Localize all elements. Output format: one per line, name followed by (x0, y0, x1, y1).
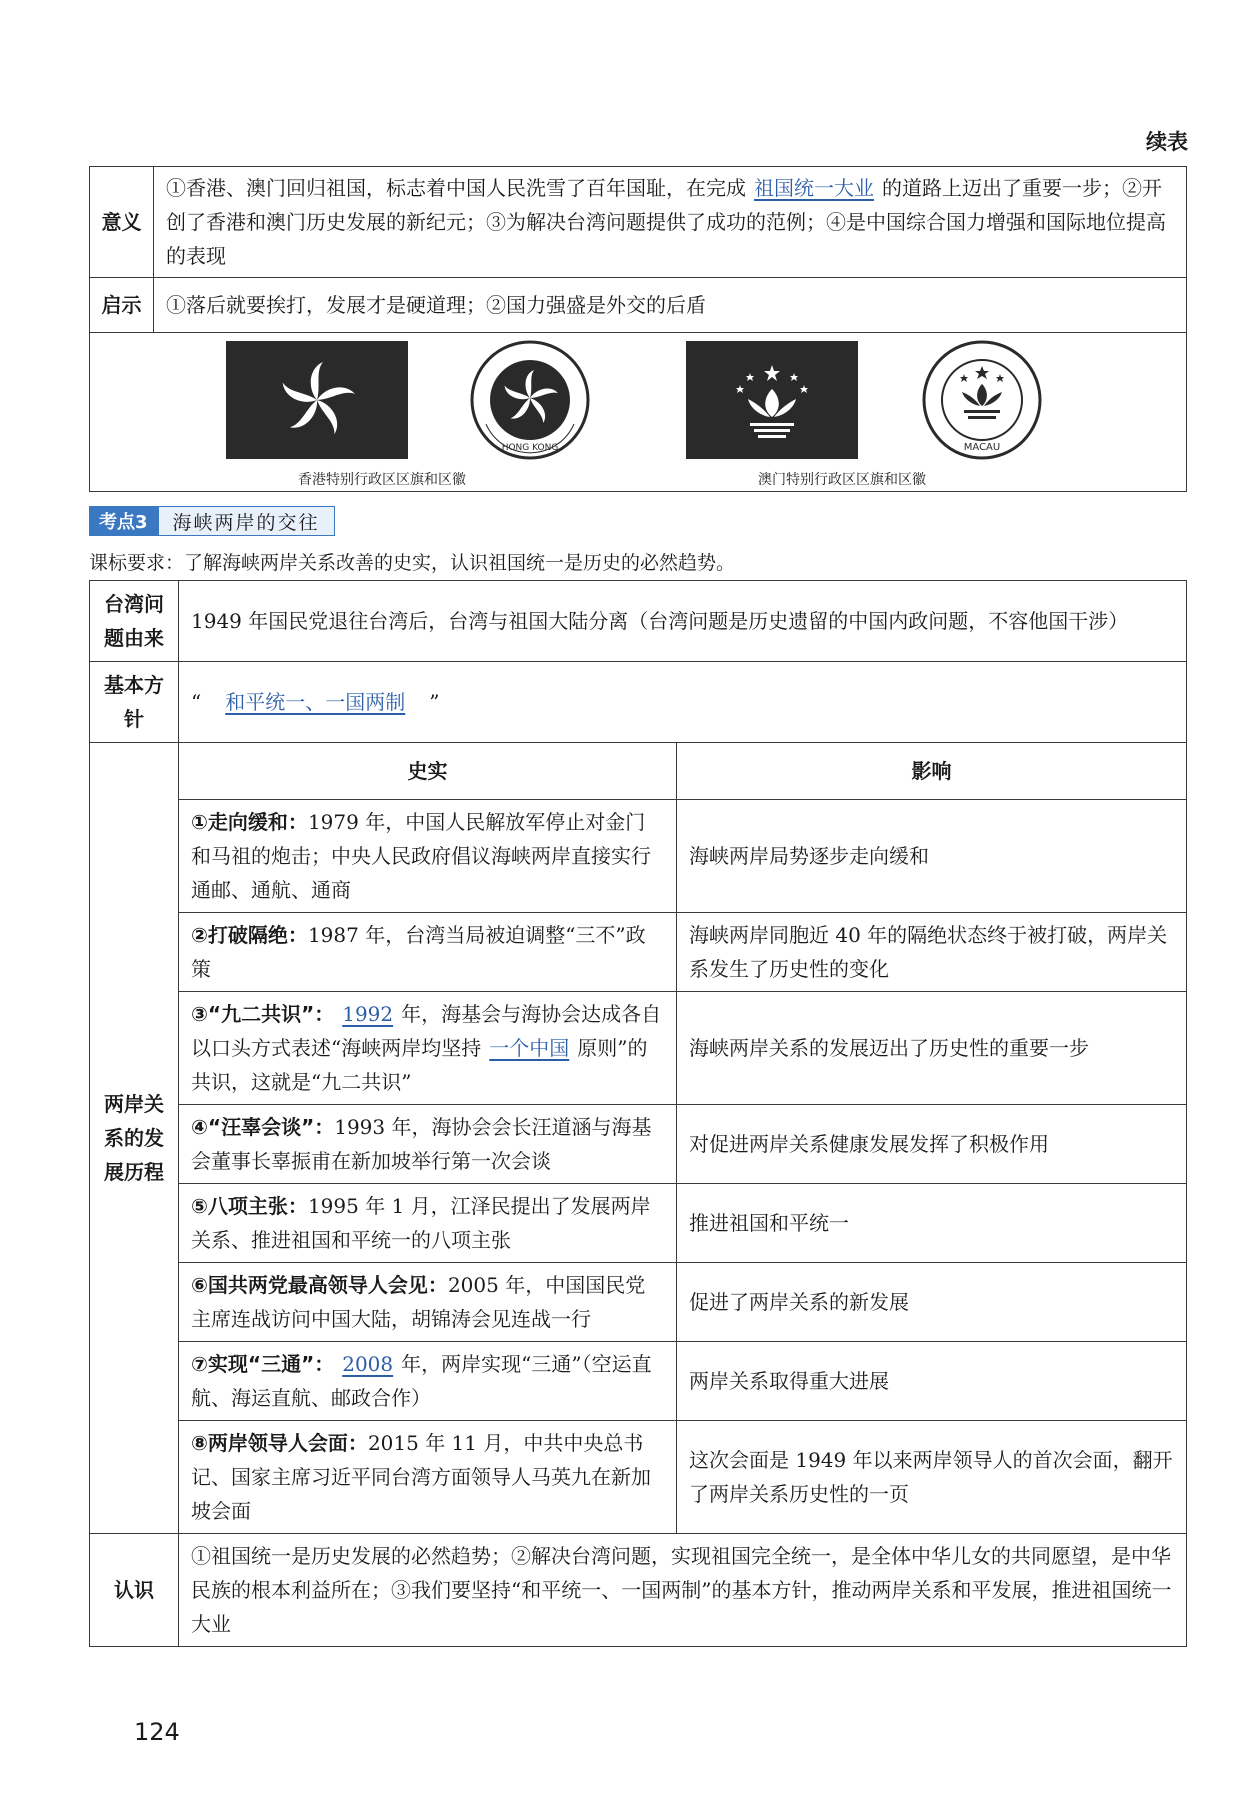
history-fact-2 (179, 913, 677, 992)
significance-text-before: ①香港、澳门回归祖国，标志着中国人民洗雪了百年国耻，在完成 (166, 176, 746, 200)
history-fact-title-7: ⑦实现“三通”： (191, 1352, 335, 1376)
macau-flag-icon (686, 341, 858, 459)
history-fact-title-1: ①走向缓和： (191, 810, 308, 834)
history-row-4 (90, 1105, 1187, 1184)
history-fact-title-2: ②打破隔绝： (191, 923, 308, 947)
history-row-1 (90, 800, 1187, 913)
section-title: 海峡两岸的交往 (158, 506, 335, 536)
history-fact-text-6: 2005 年，中国国民党主席连战访问中国大陆，胡锦涛会见连战一行 (191, 1273, 646, 1331)
history-row-5 (90, 1184, 1187, 1263)
history-impact-4: 对促进两岸关系健康发展发挥了积极作用 (677, 1105, 1187, 1184)
history-fact-4 (179, 1105, 677, 1184)
policy-blank-answer: 和平统一、一国两制 (225, 690, 406, 714)
significance-text (154, 167, 1187, 278)
hong-kong-emblem-text: HONG KONG (501, 443, 559, 453)
history-fact-title-6: ⑥国共两党最高领导人会见： (191, 1273, 448, 1297)
understanding-label: 认识 (90, 1534, 179, 1647)
history-fact-title-8: ⑧两岸领导人会面： (191, 1431, 368, 1455)
column-header-fact: 史实 (179, 743, 677, 800)
column-header-impact: 影响 (677, 743, 1187, 800)
history-fact-text-1: 1979 年，中国人民解放军停止对金门和马祖的炮击；中央人民政府倡议海峡两岸直接实行通邮、通航、通商 (191, 810, 651, 902)
history-fact-text-5: 1995 年 1 月，江泽民提出了发展两岸关系、推进祖国和平统一的八项主张 (191, 1194, 651, 1252)
inspiration-label: 启示 (90, 278, 154, 333)
macau-emblem-text: MACAU (963, 442, 1001, 453)
history-fact-text-3a: 年，海基会与海协会达成各自以口头方式表述“海峡两岸均坚持 (191, 1002, 662, 1060)
history-fact-8 (179, 1421, 677, 1534)
history-impact-6: 促进了两岸关系的新发展 (677, 1263, 1187, 1342)
history-row-8 (90, 1421, 1187, 1534)
history-blank-2008: 2008 (342, 1352, 394, 1376)
history-impact-5: 推进祖国和平统一 (677, 1184, 1187, 1263)
history-impact-3: 海峡两岸关系的发展迈出了历史性的重要一步 (677, 992, 1187, 1105)
continued-label: 续表 (1146, 130, 1188, 154)
history-fact-text-3b: 原则”的共识，这就是“九二共识” (191, 1036, 648, 1094)
hong-kong-caption: 香港特别行政区区旗和区徽 (298, 472, 466, 488)
policy-text (179, 662, 1187, 743)
macau-caption: 澳门特别行政区区旗和区徽 (758, 472, 926, 488)
inspiration-text: ①落后就要挨打，发展才是硬道理；②国力强盛是外交的后盾 (154, 278, 1187, 333)
history-fact-5 (179, 1184, 677, 1263)
policy-row (90, 662, 1187, 743)
origin-text: 1949 年国民党退往台湾后，台湾与祖国大陆分离（台湾问题是历史遗留的中国内政问题，不容他国干涉） (179, 581, 1187, 662)
hong-kong-flag-icon (226, 341, 408, 459)
history-blank-1992: 1992 (342, 1002, 394, 1026)
history-fact-6 (179, 1263, 677, 1342)
understanding-row (90, 1534, 1187, 1647)
section-label: 考点3 (89, 506, 158, 536)
history-fact-title-4: ④“汪辜会谈”： (191, 1115, 335, 1139)
history-impact-1: 海峡两岸局势逐步走向缓和 (677, 800, 1187, 913)
policy-quote-open: “ (191, 690, 202, 714)
inspiration-row (90, 278, 1187, 333)
section-header (89, 506, 335, 536)
history-impact-7: 两岸关系取得重大进展 (677, 1342, 1187, 1421)
policy-label: 基本方针 (90, 662, 179, 743)
macau-emblem-icon (920, 338, 1044, 462)
history-row-3 (90, 992, 1187, 1105)
history-fact-text-4: 1993 年，海协会会长汪道涵与海基会董事长辜振甫在新加坡举行第一次会谈 (191, 1115, 652, 1173)
page-number: 124 (134, 1718, 180, 1746)
history-fact-7 (179, 1342, 677, 1421)
history-blank-one-china: 一个中国 (489, 1036, 570, 1060)
top-table (89, 166, 1187, 492)
history-label: 两岸关系的发展历程 (90, 743, 179, 1534)
significance-blank-answer: 祖国统一大业 (754, 176, 874, 200)
policy-quote-close: ” (429, 690, 440, 714)
significance-label: 意义 (90, 167, 154, 278)
history-fact-text-7: 年，两岸实现“三通”（空运直航、海运直航、邮政合作） (191, 1352, 652, 1410)
hong-kong-emblem-icon (468, 338, 592, 462)
understanding-text: ①祖国统一是历史发展的必然趋势；②解决台湾问题，实现祖国完全统一，是全体中华儿女的共同愿望，是中华民族的根本利益所在；③我们要坚持“和平统一、一国两制”的基本方针，推动两岸关系和平发展，推进祖国统一大业 (179, 1534, 1187, 1647)
origin-label: 台湾问题由来 (90, 581, 179, 662)
history-fact-text-8: 2015 年 11 月，中共中央总书记、国家主席习近平同台湾方面领导人马英九在新加坡会面 (191, 1431, 651, 1523)
main-table (89, 580, 1187, 1647)
history-row-7 (90, 1342, 1187, 1421)
history-fact-1 (179, 800, 677, 913)
origin-row (90, 581, 1187, 662)
history-fact-3 (179, 992, 677, 1105)
history-row-6 (90, 1263, 1187, 1342)
significance-text-after: 的道路上迈出了重要一步；②开创了香港和澳门历史发展的新纪元；③为解决台湾问题提供了成功的范例；④是中国综合国力增强和国际地位提高的表现 (166, 176, 1166, 268)
history-fact-text-2: 1987 年，台湾当局被迫调整“三不”政策 (191, 923, 646, 981)
history-impact-2: 海峡两岸同胞近 40 年的隔绝状态终于被打破，两岸关系发生了历史性的变化 (677, 913, 1187, 992)
history-fact-title-5: ⑤八项主张： (191, 1194, 308, 1218)
significance-row (90, 167, 1187, 278)
flags-cell (90, 333, 1187, 492)
history-fact-title-3: ③“九二共识”： (191, 1002, 335, 1026)
history-row-2 (90, 913, 1187, 992)
course-requirement: 课标要求：了解海峡两岸关系改善的史实，认识祖国统一是历史的必然趋势。 (89, 552, 736, 574)
history-header-row (90, 743, 1187, 800)
history-impact-8: 这次会面是 1949 年以来两岸领导人的首次会面，翻开了两岸关系历史性的一页 (677, 1421, 1187, 1534)
flags-row (90, 333, 1187, 492)
